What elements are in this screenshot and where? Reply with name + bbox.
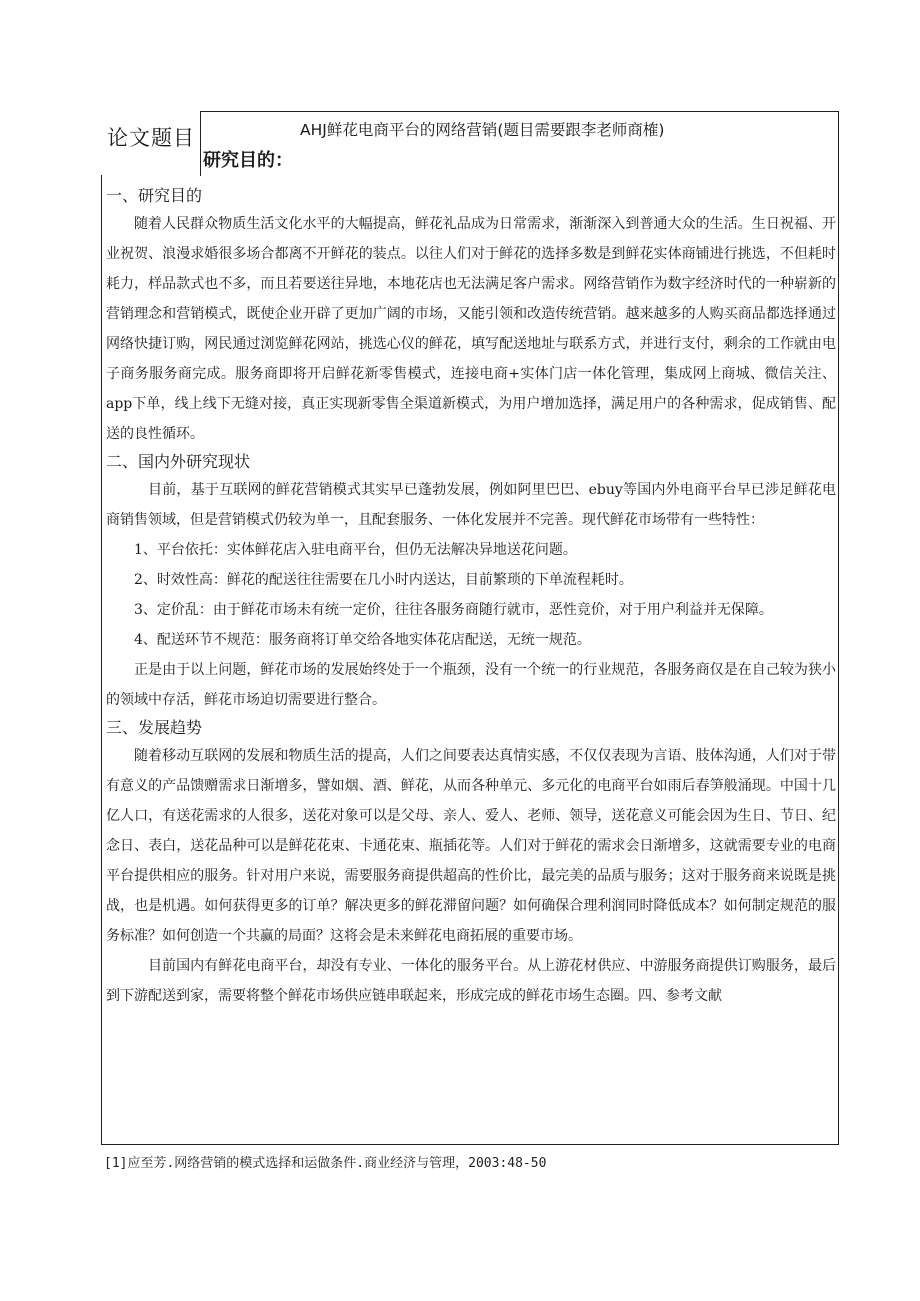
section-1-heading: 一、研究目的 bbox=[106, 186, 203, 205]
section-2-intro: 目前，基于互联网的鲜花营销模式其实早已蓬勃发展，例如阿里巴巴、ebuy等国内外电商平台早已涉足鲜花电商销售领域，但是营销模式仍较为单一，且配套服务、一体化发展并不完善。现代鲜花市场带有一些特性： bbox=[106, 482, 836, 528]
section-2-heading: 二、国内外研究现状 bbox=[106, 452, 251, 471]
content-body bbox=[106, 183, 836, 1011]
section-3-paragraph-2: 目前国内有鲜花电商平台，却没有专业、一体化的服务平台。从上游花材供应、中游服务商提供订购服务，最后到下游配送到家，需要将整个鲜花市场供应链串联起来，形成完成的鲜花市场生态圈。四、参考文献 bbox=[106, 958, 836, 1004]
research-purpose-heading: 研究目的： bbox=[203, 150, 293, 171]
section-3-paragraph-1: 随着移动互联网的发展和物质生活的提高，人们之间要表达真情实感，不仅仅表现为言语、肢体沟通，人们对于带有意义的产品馈赠需求日渐增多，譬如烟、酒、鲜花，从而各种单元、多元化的电商平台如雨后春笋般涌现。中国十几亿人口，有送花需求的人很多，送花对象可以是父母、亲人、爱人、老师、领导，送花意义可能会因为生日、节日、纪念日、表白，送花品种可以是鲜花花束、卡通花束、瓶插花等。人们对于鲜花的需求会日渐增多，这就需要专业的电商平台提供相应的服务。针对用户来说，需要服务商提供超高的性价比，最完美的品质与服务；这对于服务商来说既是挑战，也是机遇。如何获得更多的订单？解决更多的鲜花滞留问题？如何确保合理利润同时降低成本？如何制定规范的服务标准？如何创造一个共赢的局面？这将会是未来鲜花电商拓展的重要市场。 bbox=[106, 748, 836, 944]
thesis-title-label: 论文题目 bbox=[107, 126, 195, 150]
section-2-item-4: 4、配送环节不规范：服务商将订单交给各地实体花店配送，无统一规范。 bbox=[134, 632, 591, 648]
section-3-heading: 三、发展趋势 bbox=[106, 718, 203, 737]
section-2-item-1: 1、平台依托：实体鲜花店入驻电商平台，但仍无法解决异地送花问题。 bbox=[134, 542, 577, 558]
section-2-item-2: 2、时效性高：鲜花的配送往往需要在几小时内送达，目前繁琐的下单流程耗时。 bbox=[134, 572, 633, 588]
thesis-title: AHJ鲜花电商平台的网络营销(题目需要跟李老师商榷) bbox=[300, 121, 665, 139]
section-2-conclusion: 正是由于以上问题，鲜花市场的发展始终处于一个瓶颈，没有一个统一的行业规范，各服务商仅是在自己较为狭小的领域中存活，鲜花市场迫切需要进行整合。 bbox=[106, 662, 836, 708]
section-1-paragraph: 随着人民群众物质生活文化水平的大幅提高，鲜花礼品成为日常需求，渐渐深入到普通大众的生活。生日祝福、开业祝贺、浪漫求婚很多场合都离不开鲜花的装点。以往人们对于鲜花的选择多数是到鲜花实体商铺进行挑选，不但耗时耗力，样品款式也不多，而且若要送往异地，本地花店也无法满足客户需求。网络营销作为数字经济时代的一种崭新的营销理念和营销模式，既使企业开辟了更加广阔的市场，又能引领和改造传统营销。越来越多的人购买商品都选择通过网络快捷订购，网民通过浏览鲜花网站，挑选心仪的鲜花，填写配送地址与联系方式，并进行支付，剩余的工作就由电子商务服务商完成。服务商即将开启鲜花新零售模式，连接电商+实体门店一体化管理，集成网上商城、微信关注、app下单，线上线下无缝对接，真正实现新零售全渠道新模式，为用户增加选择，满足用户的各种需求，促成销售、配送的良性循环。 bbox=[106, 216, 836, 442]
content-cell bbox=[101, 175, 839, 1145]
section-2-item-3: 3、定价乱：由于鲜花市场未有统一定价，往往各服务商随行就市，恶性竞价，对于用户利益并无保障。 bbox=[134, 602, 773, 618]
reference-1: [1]应至芳.网络营销的模式选择和运做条件.商业经济与管理，2003:48-50 bbox=[104, 1156, 547, 1171]
